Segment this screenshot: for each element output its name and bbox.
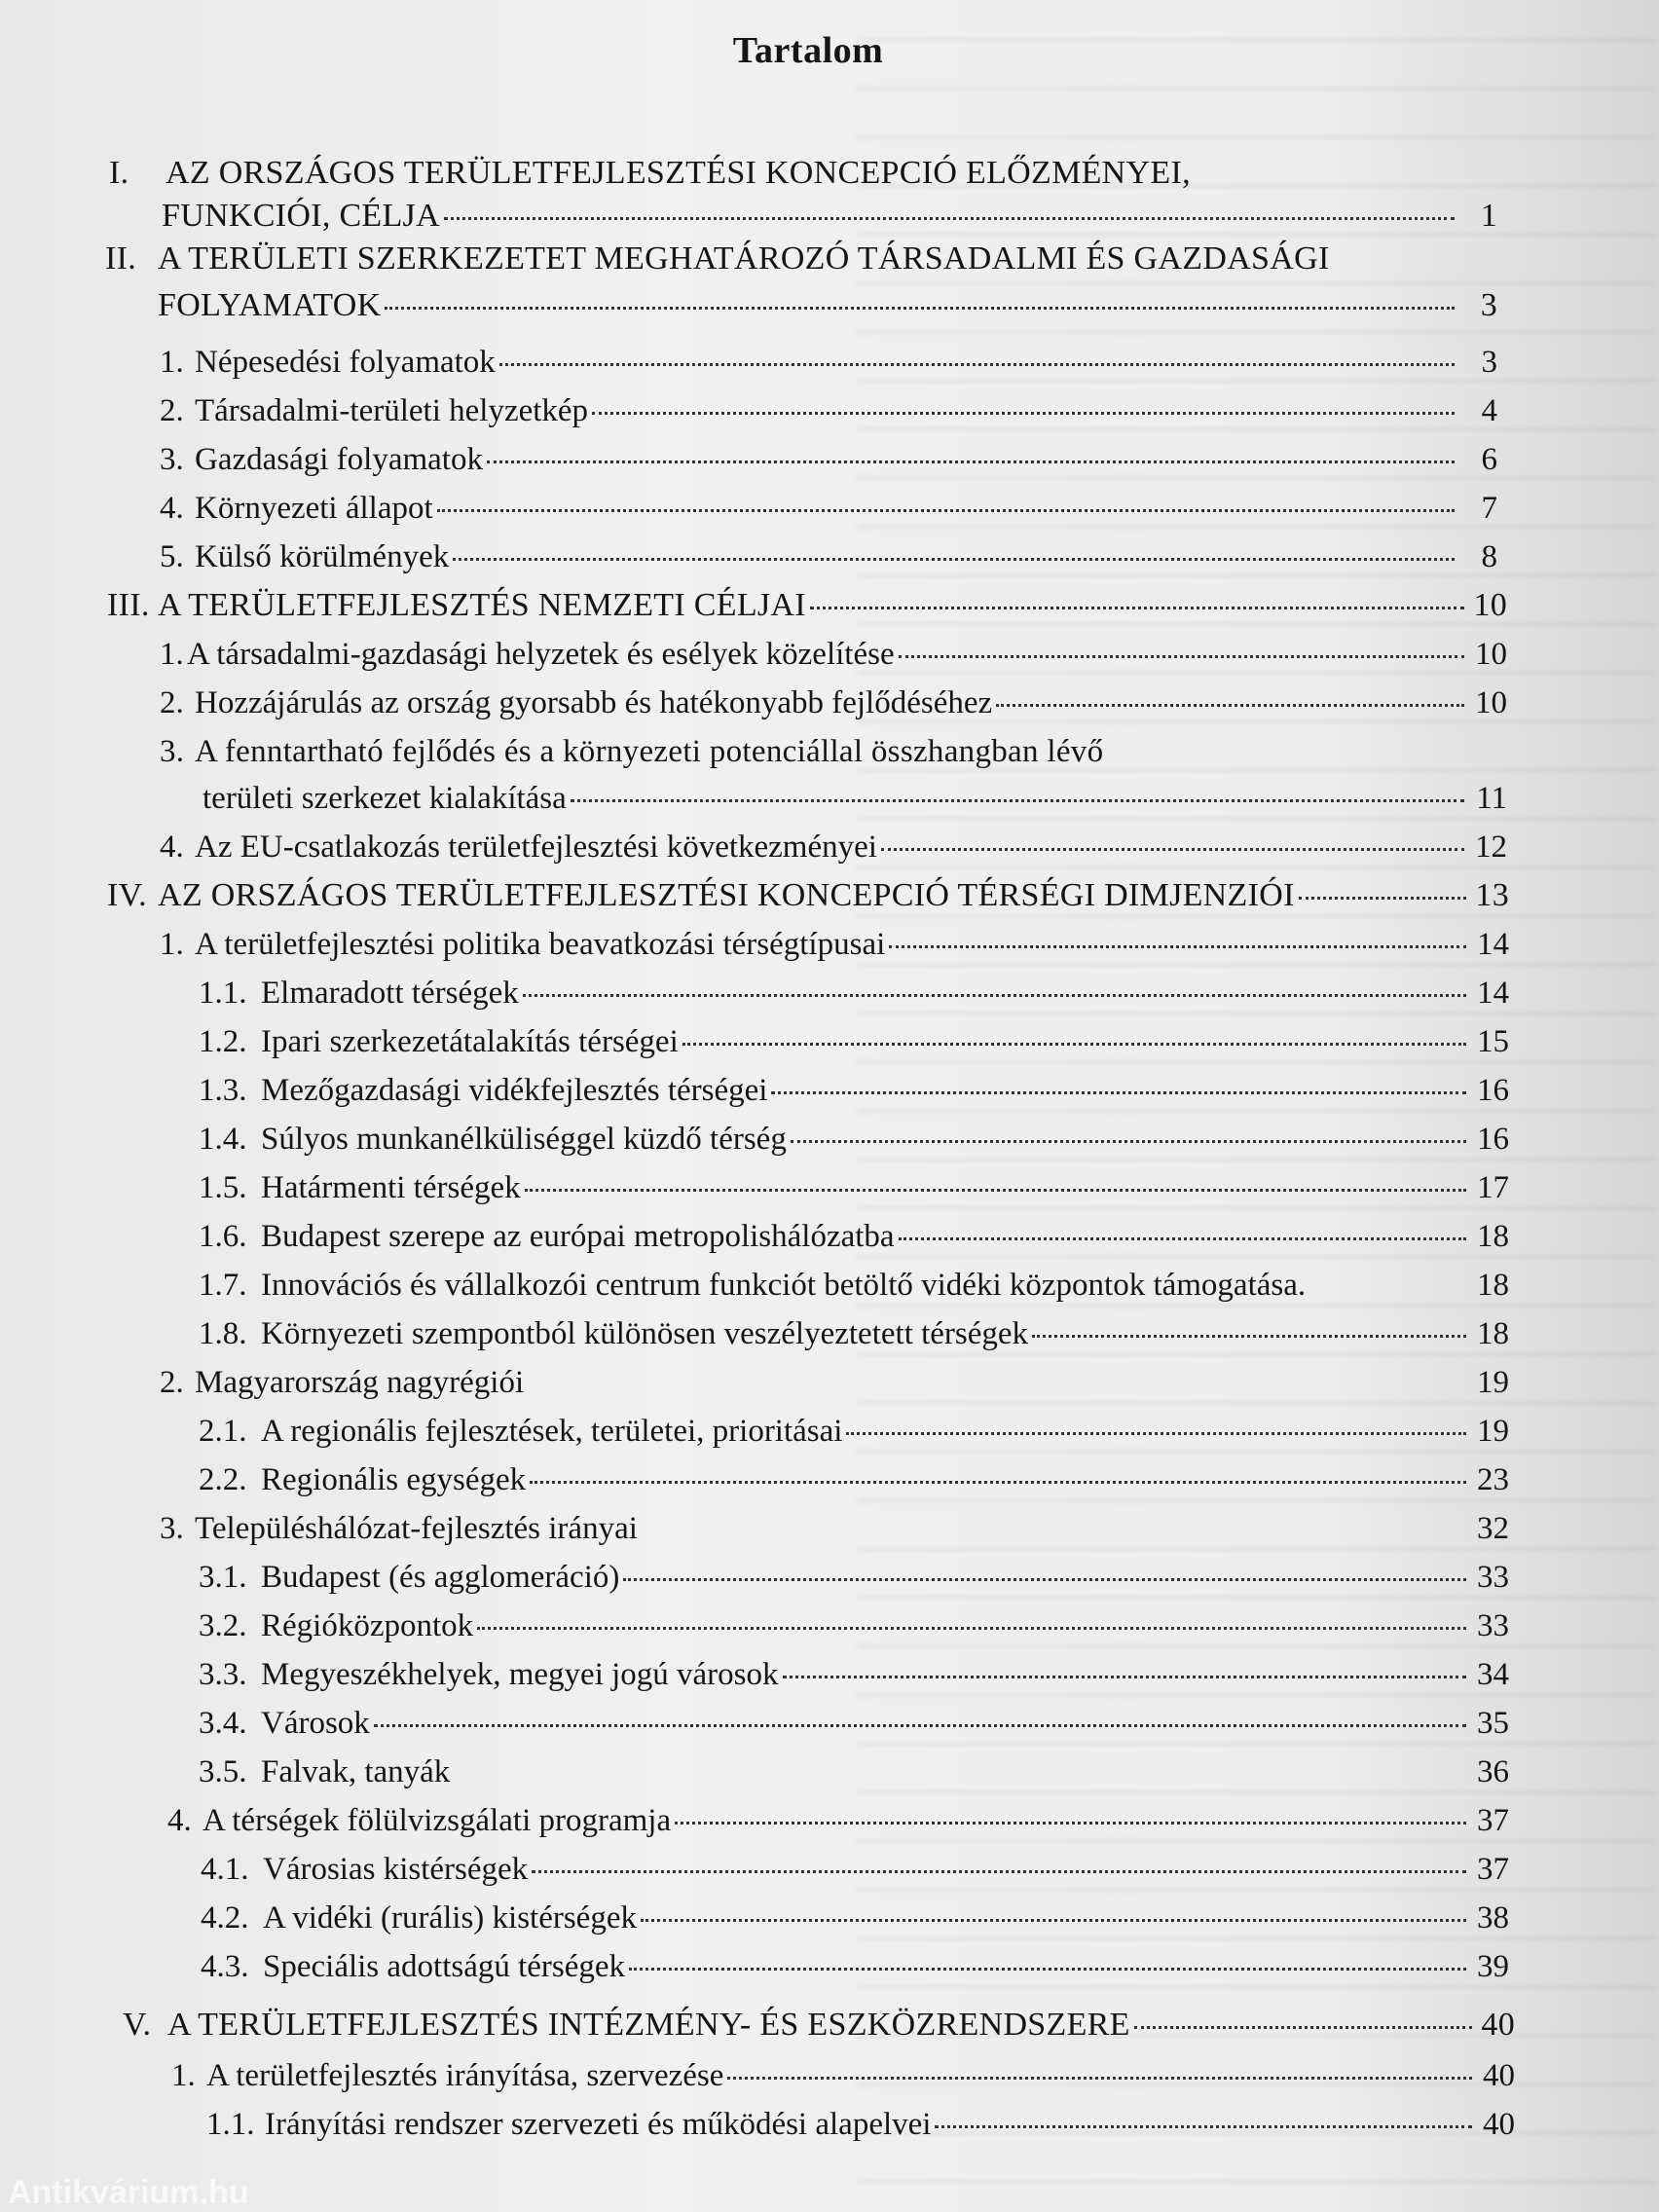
toc-entry[interactable]: 2. Társadalmi-területi helyzetkép 4 [160,393,1497,428]
toc-entry[interactable]: 4.2. A vidéki (rurális) kistérségek 38 [201,1900,1509,1936]
toc-entry[interactable]: 3.5. Falvak, tanyák 36 [199,1754,1509,1789]
toc-entry[interactable]: 1. A társadalmi-gazdasági helyzetek és esélyek közelítése 10 [160,637,1507,672]
toc-entry[interactable]: 4.1. Városias kistérségek 37 [201,1852,1509,1887]
toc-entry[interactable]: területi szerkezet kialakítása 11 [203,781,1507,816]
toc-entry[interactable]: FOLYAMATOK 3 [158,287,1497,323]
toc-entry[interactable]: 1.5. Határmenti térségek 17 [199,1170,1509,1205]
toc-entry-first-line: 3. A fenntartható fejlődés és a környezeti potenciállal összhangban lévő [160,734,1104,769]
toc-entry[interactable]: 3.2. Régióközpontok 33 [199,1608,1509,1643]
toc-entry-first-line: I. AZ ORSZÁGOS TERÜLETFEJLESZTÉSI KONCEPCIÓ ELŐZMÉNYEI, [109,155,1191,191]
toc-entry[interactable]: 4.3. Speciális adottságú térségek 39 [201,1949,1509,1984]
toc-entry[interactable]: 4. A térségek fölülvizsgálati programja 37 [167,1803,1509,1838]
page-title: Tartalom [732,30,884,71]
toc-entry[interactable]: FUNKCIÓI, CÉLJA 1 [162,198,1497,234]
toc-entry[interactable]: 1.7. Innovációs és vállalkozói centrum funkciót betöltő vidéki központok támogatása. 18 [199,1268,1509,1303]
toc-entry[interactable]: 1. A területfejlesztési politika beavatkozási térségtípusai 14 [160,927,1509,962]
toc-entry[interactable]: 4. Az EU-csatlakozás területfejlesztési következményei 12 [160,830,1507,865]
toc-entry[interactable]: 1.1. Elmaradott térségek 14 [199,976,1509,1011]
toc-entry[interactable]: 2. Magyarország nagyrégiói 19 [160,1365,1509,1400]
toc-entry[interactable]: 3. Településhálózat-fejlesztés irányai 32 [160,1511,1509,1546]
toc-entry[interactable]: 4. Környezeti állapot 7 [160,491,1497,526]
toc-entry[interactable]: IV. AZ ORSZÁGOS TERÜLETFEJLESZTÉSI KONCEPCIÓ TÉRSÉGI DIMJENZIÓI 13 [107,877,1509,913]
toc-entry[interactable]: III. A TERÜLETFEJLESZTÉS NEMZETI CÉLJAI 10 [107,587,1507,623]
toc-entry[interactable]: 1. Népesedési folyamatok 3 [160,345,1497,380]
toc-entry[interactable]: 3. Gazdasági folyamatok 6 [160,442,1497,477]
toc-entry[interactable]: 1.6. Budapest szerepe az európai metropolishálózatba 18 [199,1219,1509,1254]
toc-entry-first-line: II. A TERÜLETI SZERKEZETET MEGHATÁROZÓ TÁRSADALMI ÉS GAZDASÁGI [105,240,1330,276]
toc-entry[interactable]: 1.2. Ipari szerkezetátalakítás térségei 15 [199,1024,1509,1059]
toc-entry[interactable]: 1.3. Mezőgazdasági vidékfejlesztés térségei 16 [199,1073,1509,1108]
toc-entry[interactable]: 3.3. Megyeszékhelyek, megyei jogú városok 34 [199,1657,1509,1692]
toc-entry[interactable]: 3.1. Budapest (és agglomeráció) 33 [199,1560,1509,1595]
toc-entry[interactable]: 1.4. Súlyos munkanélküliséggel küzdő térség 16 [199,1122,1509,1157]
toc-entry[interactable]: 2.1. A regionális fejlesztések, területei, prioritásai 19 [199,1414,1509,1449]
watermark: Antikvárium.hu [8,2174,249,2211]
toc-entry[interactable]: 1. A területfejlesztés irányítása, szervezése 40 [171,2058,1515,2093]
toc-entry[interactable]: 2. Hozzájárulás az ország gyorsabb és hatékonyabb fejlődéséhez 10 [160,685,1507,720]
toc-entry[interactable]: 5. Külső körülmények 8 [160,539,1497,574]
toc-entry[interactable]: 2.2. Regionális egységek 23 [199,1462,1509,1497]
toc-entry[interactable]: 1.8. Környezeti szempontból különösen veszélyeztetett térségek 18 [199,1316,1509,1351]
toc-entry[interactable]: V. A TERÜLETFEJLESZTÉS INTÉZMÉNY- ÉS ESZKÖZRENDSZERE 40 [123,2007,1515,2043]
toc-entry[interactable]: 1.1. Irányítási rendszer szervezeti és működési alapelvei 40 [206,2107,1515,2142]
toc-entry[interactable]: 3.4. Városok 35 [199,1706,1509,1741]
